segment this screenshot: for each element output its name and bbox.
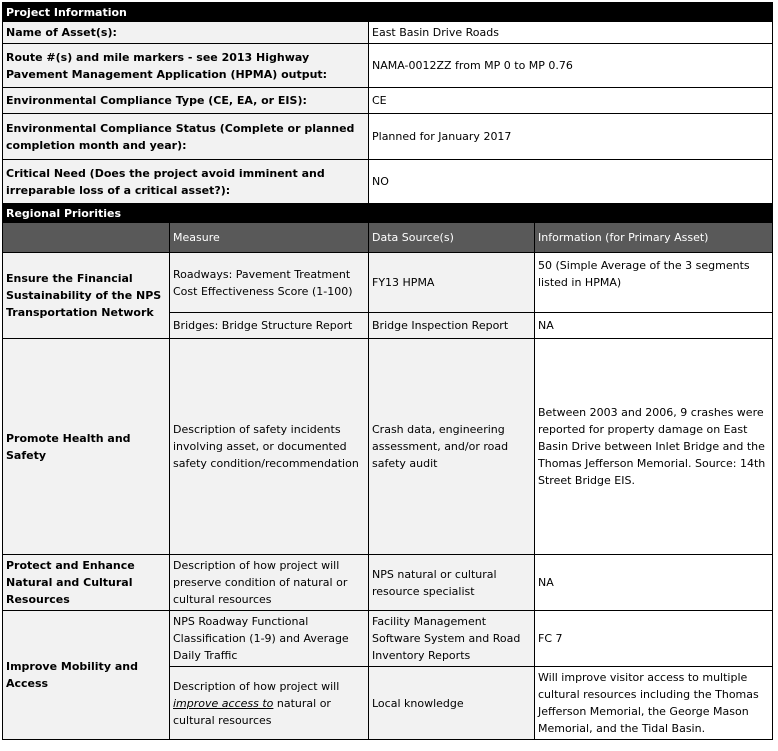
column-header-row [3,223,773,253]
info-row [3,22,773,44]
info-row [3,114,773,160]
info-value: East Basin Drive Roads [369,22,773,44]
measure-text: natural or cultural resources [173,696,331,727]
info-value: CE [369,88,773,114]
info-label: Route #(s) and mile markers - see 2013 Highway Pavement Management Application (HPMA) output: [3,44,369,88]
priority-name: Improve Mobility and Access [3,611,170,740]
measure-cell: Description of safety incidents involving asset, or documented safety condition/recommendation [170,339,369,555]
priority-name: Protect and Enhance Natural and Cultural Resources [3,555,170,611]
priority-row [3,253,773,313]
project-information-header [3,3,773,22]
info-row [3,160,773,204]
info-cell: NA [535,313,773,339]
source-cell: Bridge Inspection Report [369,313,535,339]
source-cell: Crash data, engineering assessment, and/or road safety audit [369,339,535,555]
info-value: NAMA-0012ZZ from MP 0 to MP 0.76 [369,44,773,88]
info-row [3,44,773,88]
info-label: Environmental Compliance Type (CE, EA, or EIS): [3,88,369,114]
measure-cell: NPS Roadway Functional Classification (1-9) and Average Daily Traffic [170,611,369,667]
info-cell: FC 7 [535,611,773,667]
measure-cell: Description of how project will preserve condition of natural or cultural resources [170,555,369,611]
info-label: Environmental Compliance Status (Complete or planned completion month and year): [3,114,369,160]
source-cell: FY13 HPMA [369,253,535,313]
project-form-table [2,2,773,740]
regional-priorities-header [3,204,773,223]
info-cell: Between 2003 and 2006, 9 crashes were reported for property damage on East Basin Drive between Inlet Bridge and the Thomas Jefferson Memorial. Source: 14th Street Bridge EIS. [535,339,773,555]
section-title: Project Information [3,3,773,22]
info-value: Planned for January 2017 [369,114,773,160]
info-header: Information (for Primary Asset) [535,223,773,253]
measure-cell [170,667,369,740]
measure-header: Measure [170,223,369,253]
info-cell: 50 (Simple Average of the 3 segments listed in HPMA) [535,253,773,313]
info-value: NO [369,160,773,204]
info-label: Critical Need (Does the project avoid imminent and irreparable loss of a critical asset?): [3,160,369,204]
info-label: Name of Asset(s): [3,22,369,44]
priority-row [3,339,773,555]
measure-emphasis: improve access to [173,696,274,710]
priority-row [3,611,773,667]
source-cell: Local knowledge [369,667,535,740]
source-cell: NPS natural or cultural resource specialist [369,555,535,611]
priority-row [3,555,773,611]
source-cell: Facility Management Software System and Road Inventory Reports [369,611,535,667]
section-title: Regional Priorities [3,204,773,223]
measure-cell: Bridges: Bridge Structure Report [170,313,369,339]
blank-header-cell [3,223,170,253]
priority-name: Promote Health and Safety [3,339,170,555]
info-row [3,88,773,114]
info-cell: NA [535,555,773,611]
priority-name: Ensure the Financial Sustainability of the NPS Transportation Network [3,253,170,339]
measure-cell: Roadways: Pavement Treatment Cost Effectiveness Score (1-100) [170,253,369,313]
info-cell: Will improve visitor access to multiple cultural resources including the Thomas Jefferson Memorial, the George Mason Memorial, and the Tidal Basin. [535,667,773,740]
source-header: Data Source(s) [369,223,535,253]
measure-text: Description of how project will [173,679,340,693]
